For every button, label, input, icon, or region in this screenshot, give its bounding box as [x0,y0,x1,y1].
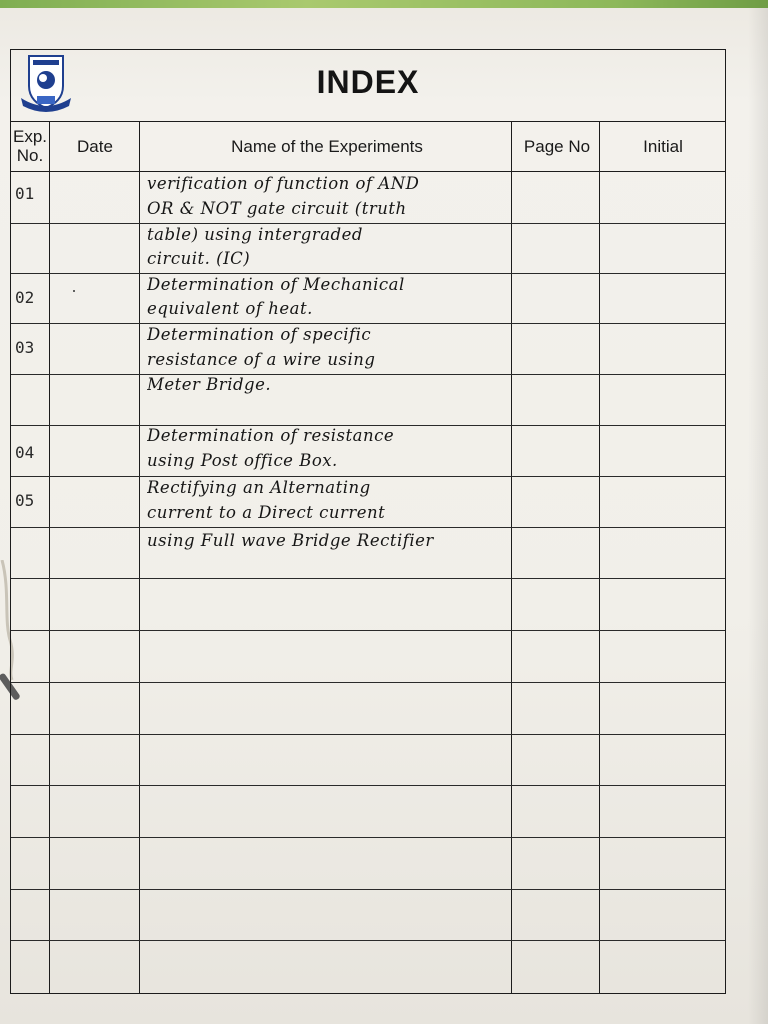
column-divider [139,122,140,993]
experiment-name-line: circuit. (IC) [147,249,251,268]
header-date: Date [77,136,113,156]
experiment-name-line: Determination of resistance [147,426,395,445]
table-header [11,122,725,172]
exp-number: 01 [15,184,35,203]
experiment-name-line: equivalent of heat. [147,299,313,318]
experiment-name-line: OR & NOT gate circuit (truth [147,199,407,218]
column-divider [599,122,600,993]
row-divider [11,837,725,838]
experiment-name-line: Determination of Mechanical [147,275,405,294]
exp-number: 02 [15,288,35,307]
experiment-name-line: Determination of specific [147,325,372,344]
row-divider [11,734,725,735]
index-sheet [10,49,726,994]
green-folder-edge [0,0,768,8]
row-divider [11,889,725,890]
experiment-name-line: using Full wave Bridge Rectifier [147,531,434,550]
experiment-name-line: resistance of a wire using [147,350,376,369]
row-divider [11,578,725,579]
experiment-name-line: current to a Direct current [147,503,386,522]
row-divider [11,785,725,786]
row-divider [11,940,725,941]
experiment-name-line: Rectifying an Alternating [147,478,371,497]
experiment-name-line: verification of function of AND [147,174,420,193]
pen-dot [73,290,75,292]
exp-number: 04 [15,443,35,462]
exp-number: 05 [15,491,35,510]
experiment-name-line: using Post office Box. [147,451,338,470]
row-divider [11,630,725,631]
page-title: INDEX [316,64,420,100]
page-edge-shadow [748,8,768,1024]
experiment-name-line: table) using intergraded [147,225,363,244]
header-initial: Initial [643,136,683,156]
row-divider [11,682,725,683]
exp-number: 03 [15,338,35,357]
header-exp-no: Exp. No. [12,127,48,165]
column-divider [49,122,50,993]
title-row [11,50,725,122]
header-page-no: Page No [523,136,591,156]
experiment-name-line: Meter Bridge. [147,375,272,394]
header-name: Name of the Experiments [231,136,423,156]
